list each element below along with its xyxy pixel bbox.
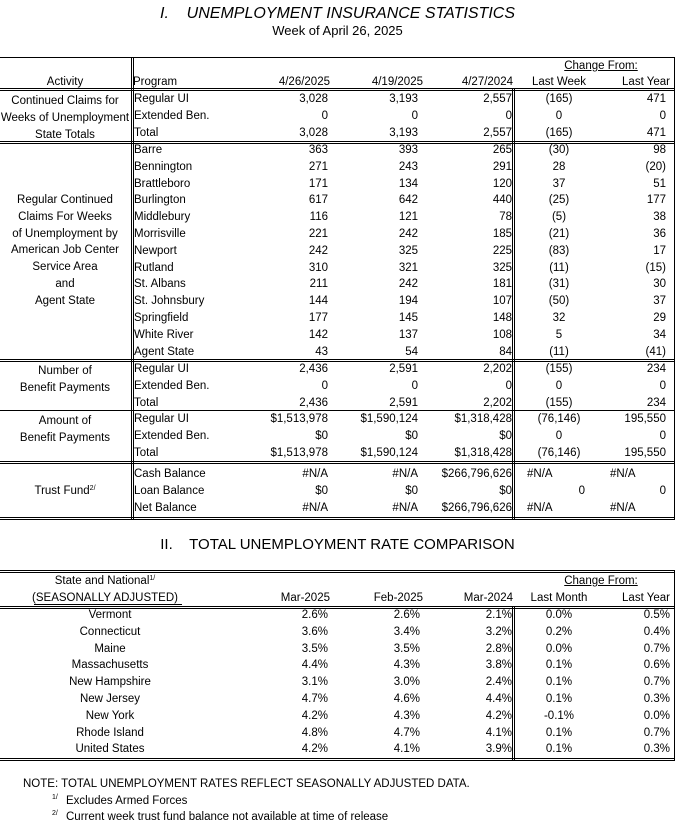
program-label: Newport (134, 244, 177, 257)
value-previous: $0 (405, 484, 418, 497)
program-label: Regular UI (134, 363, 189, 375)
change-last-year: 98 (653, 144, 666, 156)
value-current: 271 (308, 160, 328, 173)
value-year-ago: 84 (499, 345, 512, 358)
change-last-week: 0 (578, 484, 585, 497)
program-label: Agent State (134, 345, 195, 358)
change-last-year: 0.5% (643, 609, 670, 621)
header-bottom-rule (0, 88, 675, 89)
rate-current: 4.2% (301, 709, 328, 722)
change-last-year: 0.7% (643, 676, 670, 689)
activity-label: State Totals (35, 128, 95, 141)
value-year-ago: 325 (492, 261, 512, 274)
value-year-ago: 265 (492, 144, 512, 156)
change-last-year: (15) (645, 261, 666, 274)
program-label: Burlington (134, 194, 186, 207)
value-current: 144 (308, 295, 328, 308)
value-previous: 242 (398, 228, 418, 240)
change-last-week: #N/A (527, 468, 553, 480)
footnote-mark: 1/ (52, 794, 58, 801)
program-label: Total (134, 396, 159, 409)
activity-label: Benefit Payments (19, 431, 111, 444)
value-previous: 243 (398, 160, 418, 173)
value-previous: 642 (398, 194, 418, 207)
value-year-ago: 2,557 (483, 93, 512, 105)
change-last-year: 0.7% (643, 726, 670, 739)
change-last-week: #N/A (527, 501, 553, 514)
program-label: Regular UI (134, 93, 189, 105)
change-last-year: 0.3% (643, 743, 670, 756)
change-last-week: (50) (548, 295, 570, 308)
change-last-week: (165) (545, 93, 573, 105)
rate-current: 4.8% (301, 726, 328, 739)
change-last-month: 0.1% (545, 676, 573, 689)
change-last-year: 0.3% (643, 693, 670, 705)
value-year-ago: 291 (492, 160, 512, 173)
program-label: Net Balance (134, 501, 197, 514)
value-year-ago: 108 (492, 328, 512, 341)
value-year-ago: $266,796,626 (441, 468, 512, 480)
rate-year-ago: 3.8% (485, 659, 512, 672)
change-last-year: 234 (646, 396, 666, 409)
value-current: 363 (308, 144, 328, 156)
area-name: New Jersey (79, 693, 141, 705)
activity-label: of Unemployment by (12, 227, 118, 240)
group-divider (0, 359, 675, 360)
program-label: St. Johnsbury (134, 295, 205, 308)
header-last-year: Last Year (622, 76, 670, 88)
program-label: Cash Balance (134, 468, 206, 480)
value-previous: 393 (398, 144, 418, 156)
header-current-month: Mar-2025 (280, 592, 330, 604)
value-previous: 194 (398, 295, 418, 308)
change-last-week: (30) (548, 144, 570, 156)
value-current: 177 (308, 312, 328, 324)
value-current: 0 (321, 109, 328, 122)
value-previous: 2,591 (389, 363, 418, 375)
change-last-year: 471 (646, 93, 666, 105)
value-year-ago: 181 (492, 278, 512, 291)
group-divider (0, 410, 675, 411)
table2-top-rule (0, 570, 675, 571)
group-divider (0, 463, 675, 464)
value-current: 116 (309, 211, 328, 224)
value-current: 3,028 (299, 93, 328, 105)
program-label: Springfield (134, 312, 189, 324)
change-last-year: 37 (653, 295, 666, 308)
change-last-week: (21) (548, 228, 570, 240)
rate-previous: 4.6% (393, 693, 420, 705)
value-current: 242 (308, 244, 328, 257)
change-last-year: (20) (645, 160, 666, 173)
rate-year-ago: 2.1% (485, 609, 512, 621)
change-last-week: 0 (555, 429, 563, 442)
footnote-text: Excludes Armed Forces (66, 795, 188, 807)
value-year-ago: 2,202 (483, 363, 512, 375)
value-current: 3,028 (299, 126, 328, 139)
value-column-divider (512, 606, 513, 760)
change-last-week: (155) (545, 396, 573, 409)
program-label: Middlebury (134, 211, 191, 224)
change-last-month: 0.1% (545, 693, 573, 705)
program-label: Extended Ben. (134, 429, 210, 442)
program-label: Extended Ben. (134, 379, 210, 392)
activity-label: Service Area (32, 261, 98, 274)
change-last-year: 17 (653, 244, 666, 257)
change-last-month: 0.0% (545, 642, 573, 655)
change-last-year: 0 (659, 484, 666, 497)
value-current: 2,436 (299, 363, 328, 375)
table-top-rule (0, 57, 675, 58)
change-last-year: (41) (645, 345, 666, 358)
header-program: Program (133, 76, 178, 88)
table2-bottom-rule (0, 760, 675, 761)
table-bottom-rule (0, 517, 675, 518)
rate-previous: 3.5% (393, 642, 420, 655)
value-year-ago: 120 (492, 177, 512, 190)
activity-label: Trust Fund$^{2/}$ (34, 485, 96, 497)
change-from-label: Change From: (564, 60, 638, 72)
area-name: Maine (94, 642, 126, 655)
value-previous: 321 (398, 261, 418, 274)
activity-label: Regular Continued (17, 194, 113, 206)
table2-bottom-rule (0, 758, 675, 759)
change-last-week: 0 (555, 379, 563, 392)
value-previous: 54 (405, 345, 418, 358)
change-last-year: 30 (653, 278, 666, 291)
table-bottom-rule (0, 519, 675, 520)
rate-previous: 4.7% (393, 726, 420, 739)
area-name: New Hampshire (69, 676, 151, 689)
change-last-year: #N/A (610, 501, 636, 514)
group-divider (0, 141, 675, 142)
value-year-ago: $0 (499, 484, 512, 497)
change-last-week: 32 (552, 312, 566, 324)
footnote-text: Current week trust fund balance not available at time of release (66, 811, 389, 823)
value-previous: 145 (398, 312, 418, 324)
change-last-year: 195,550 (624, 413, 666, 425)
value-current: #N/A (302, 501, 328, 514)
value-year-ago: $0 (499, 429, 512, 442)
value-current: 617 (308, 194, 328, 207)
change-last-week: (5) (551, 211, 567, 224)
change-last-week: 0 (555, 109, 563, 122)
program-label: Bennington (134, 160, 193, 173)
section1-title: I. UNEMPLOYMENT INSURANCE STATISTICS (160, 5, 515, 22)
value-previous: 242 (398, 278, 418, 291)
program-label: White River (134, 328, 194, 341)
area-name: United States (75, 743, 145, 756)
area-name: Rhode Island (76, 726, 144, 739)
header-activity: Activity (46, 76, 84, 88)
rate-year-ago: 4.4% (485, 693, 512, 705)
change-last-year: 177 (646, 194, 666, 207)
rate-previous: 3.4% (393, 625, 420, 638)
group-divider (0, 461, 675, 462)
value-current: $1,513,978 (270, 413, 328, 425)
rate-current: 4.2% (301, 743, 328, 756)
value-previous: 2,591 (389, 396, 418, 409)
section1-subtitle: Week of April 26, 2025 (272, 23, 403, 38)
program-column-divider (131, 57, 132, 519)
program-label: Rutland (134, 261, 174, 274)
change-last-year: #N/A (610, 468, 636, 480)
change-last-year: 195,550 (624, 446, 666, 459)
change-last-week: 37 (552, 177, 566, 190)
change-last-year: 51 (653, 177, 666, 190)
value-column-divider (514, 88, 515, 519)
change-last-week: (11) (549, 345, 569, 358)
value-current: 221 (308, 228, 328, 240)
change-last-year: 29 (653, 312, 666, 324)
rate-previous: 4.1% (393, 743, 420, 756)
value-previous: 3,193 (389, 93, 418, 105)
rate-current: 4.4% (301, 659, 328, 672)
value-current: $1,513,978 (270, 446, 328, 459)
value-current: 43 (315, 345, 328, 358)
rate-previous: 3.0% (393, 676, 420, 689)
rate-year-ago: 4.2% (485, 709, 512, 722)
value-previous: 137 (398, 328, 418, 341)
value-current: 2,436 (299, 396, 328, 409)
group-divider (0, 361, 675, 362)
value-year-ago: $1,318,428 (454, 413, 512, 425)
change-last-week: (83) (548, 244, 570, 257)
change-last-week: 5 (555, 328, 563, 341)
area-name: Massachusetts (71, 659, 149, 672)
value-current: 310 (308, 261, 328, 274)
change-last-year: 0.4% (643, 625, 670, 638)
header-date-year-ago: 4/27/2024 (461, 76, 513, 88)
section2-title: II. TOTAL UNEMPLOYMENT RATE COMPARISON (160, 536, 515, 553)
value-year-ago: $266,796,626 (441, 501, 512, 514)
header-underline (34, 604, 182, 605)
value-year-ago: 78 (499, 211, 512, 224)
change-last-week: (76,146) (537, 413, 581, 425)
activity-label: Claims For Weeks (18, 210, 112, 223)
rate-current: 2.6% (301, 609, 328, 621)
change-last-week: (155) (545, 363, 573, 375)
change-last-year: 36 (653, 228, 666, 240)
value-previous: $1,590,124 (360, 446, 418, 459)
change-last-year: 34 (653, 328, 666, 341)
change-last-year: 0 (659, 429, 666, 442)
change-last-week: (25) (548, 194, 570, 207)
activity-label: Agent State (34, 294, 96, 307)
value-previous: #N/A (392, 501, 418, 514)
change-last-year: 38 (653, 211, 666, 224)
rate-previous: 4.3% (393, 709, 420, 722)
footnote-mark: 2/ (52, 810, 58, 817)
table2-header-bottom-rule (0, 606, 675, 607)
header-area-label: State and National$^{1/}$ (54, 575, 156, 587)
rate-previous: 2.6% (393, 609, 420, 621)
note-text: NOTE: TOTAL UNEMPLOYMENT RATES REFLECT SEASONALLY ADJUSTED DATA. (23, 778, 470, 790)
change-last-year: 471 (646, 126, 666, 139)
area-name: Vermont (88, 609, 132, 621)
change-last-month: -0.1% (543, 709, 575, 722)
table2-top-rule (0, 572, 675, 573)
activity-label: American Job Center (10, 244, 120, 257)
header-last-year: Last Year (622, 592, 670, 604)
value-previous: 3,193 (389, 126, 418, 139)
value-year-ago: 2,202 (483, 396, 512, 409)
change-last-month: 0.0% (545, 609, 573, 621)
activity-label: Amount of (38, 415, 92, 427)
value-previous: #N/A (392, 468, 418, 480)
value-year-ago: 0 (505, 379, 512, 392)
value-year-ago: $1,318,428 (454, 446, 512, 459)
program-column-divider (133, 57, 134, 519)
program-label: Loan Balance (134, 484, 205, 497)
program-label: Brattleboro (134, 177, 191, 190)
value-current: $0 (315, 484, 328, 497)
change-last-month: 0.2% (545, 625, 573, 638)
activity-label: Continued Claims for (11, 95, 119, 107)
value-previous: 0 (411, 109, 418, 122)
value-current: #N/A (302, 468, 328, 480)
change-last-year: 0 (659, 109, 666, 122)
value-previous: 325 (398, 244, 418, 257)
change-last-year: 234 (646, 363, 666, 375)
activity-label: Number of (38, 365, 92, 377)
change-last-year: 0 (659, 379, 666, 392)
value-current: 142 (308, 328, 328, 341)
header-date-previous: 4/19/2025 (371, 76, 423, 88)
change-last-year: 0.0% (643, 709, 670, 722)
footnote-mark: 2/ (89, 485, 96, 492)
header-previous-month: Feb-2025 (373, 592, 423, 604)
rate-year-ago: 3.9% (485, 743, 512, 756)
header-last-month: Last Month (530, 592, 588, 604)
rate-current: 4.7% (301, 693, 328, 705)
change-last-week: (11) (549, 261, 569, 274)
value-current: $0 (315, 429, 328, 442)
value-previous: 0 (411, 379, 418, 392)
change-last-month: 0.1% (545, 659, 573, 672)
value-column-divider (514, 606, 515, 760)
area-name: New York (85, 709, 135, 722)
change-last-week: (76,146) (537, 446, 581, 459)
value-current: 171 (308, 177, 328, 190)
program-label: Total (134, 126, 159, 139)
change-last-year: 0.6% (643, 659, 670, 672)
header-last-week: Last Week (531, 76, 587, 88)
group-divider (0, 143, 675, 144)
program-label: Barre (134, 144, 163, 156)
program-label: St. Albans (134, 278, 186, 291)
rate-year-ago: 3.2% (485, 625, 512, 638)
area-name: Connecticut (79, 625, 141, 638)
change-last-month: 0.1% (545, 726, 573, 739)
program-label: Total (134, 446, 159, 459)
program-label: Extended Ben. (134, 109, 210, 122)
program-label: Regular UI (134, 413, 189, 425)
value-previous: 121 (398, 211, 418, 224)
rate-year-ago: 4.1% (485, 726, 512, 739)
value-year-ago: 148 (492, 312, 512, 324)
value-previous: 134 (398, 177, 418, 190)
header-year-ago-month: Mar-2024 (463, 592, 513, 604)
change-from-label: Change From: (564, 575, 638, 587)
activity-label: and (55, 278, 75, 290)
value-current: 211 (309, 278, 328, 291)
change-last-week: 28 (552, 160, 566, 173)
footnote-mark: 1/ (149, 575, 156, 582)
rate-year-ago: 2.4% (485, 676, 512, 689)
activity-label: Benefit Payments (19, 381, 111, 394)
value-year-ago: 107 (492, 295, 512, 308)
change-last-year: 0.7% (643, 642, 670, 655)
value-year-ago: 0 (505, 109, 512, 122)
value-column-divider (512, 88, 513, 519)
rate-current: 3.1% (301, 676, 328, 689)
value-previous: $0 (405, 429, 418, 442)
change-last-week: (165) (545, 126, 573, 139)
value-previous: $1,590,124 (360, 413, 418, 425)
value-year-ago: 440 (492, 194, 512, 207)
activity-label: Weeks of Unemployment (0, 111, 130, 124)
header-bottom-rule (0, 90, 675, 91)
rate-current: 3.6% (301, 625, 328, 638)
rate-year-ago: 2.8% (485, 642, 512, 655)
change-last-week: (31) (548, 278, 570, 291)
header-seasonally-adjusted: (SEASONALLY ADJUSTED) (32, 592, 178, 604)
value-current: 0 (321, 379, 328, 392)
change-last-month: 0.1% (545, 743, 573, 756)
rate-current: 3.5% (301, 642, 328, 655)
value-year-ago: 225 (492, 244, 512, 257)
rate-previous: 4.3% (393, 659, 420, 672)
value-year-ago: 2,557 (483, 126, 512, 139)
program-label: Morrisville (134, 228, 186, 240)
value-year-ago: 185 (492, 228, 512, 240)
header-date-current: 4/26/2025 (278, 76, 330, 88)
